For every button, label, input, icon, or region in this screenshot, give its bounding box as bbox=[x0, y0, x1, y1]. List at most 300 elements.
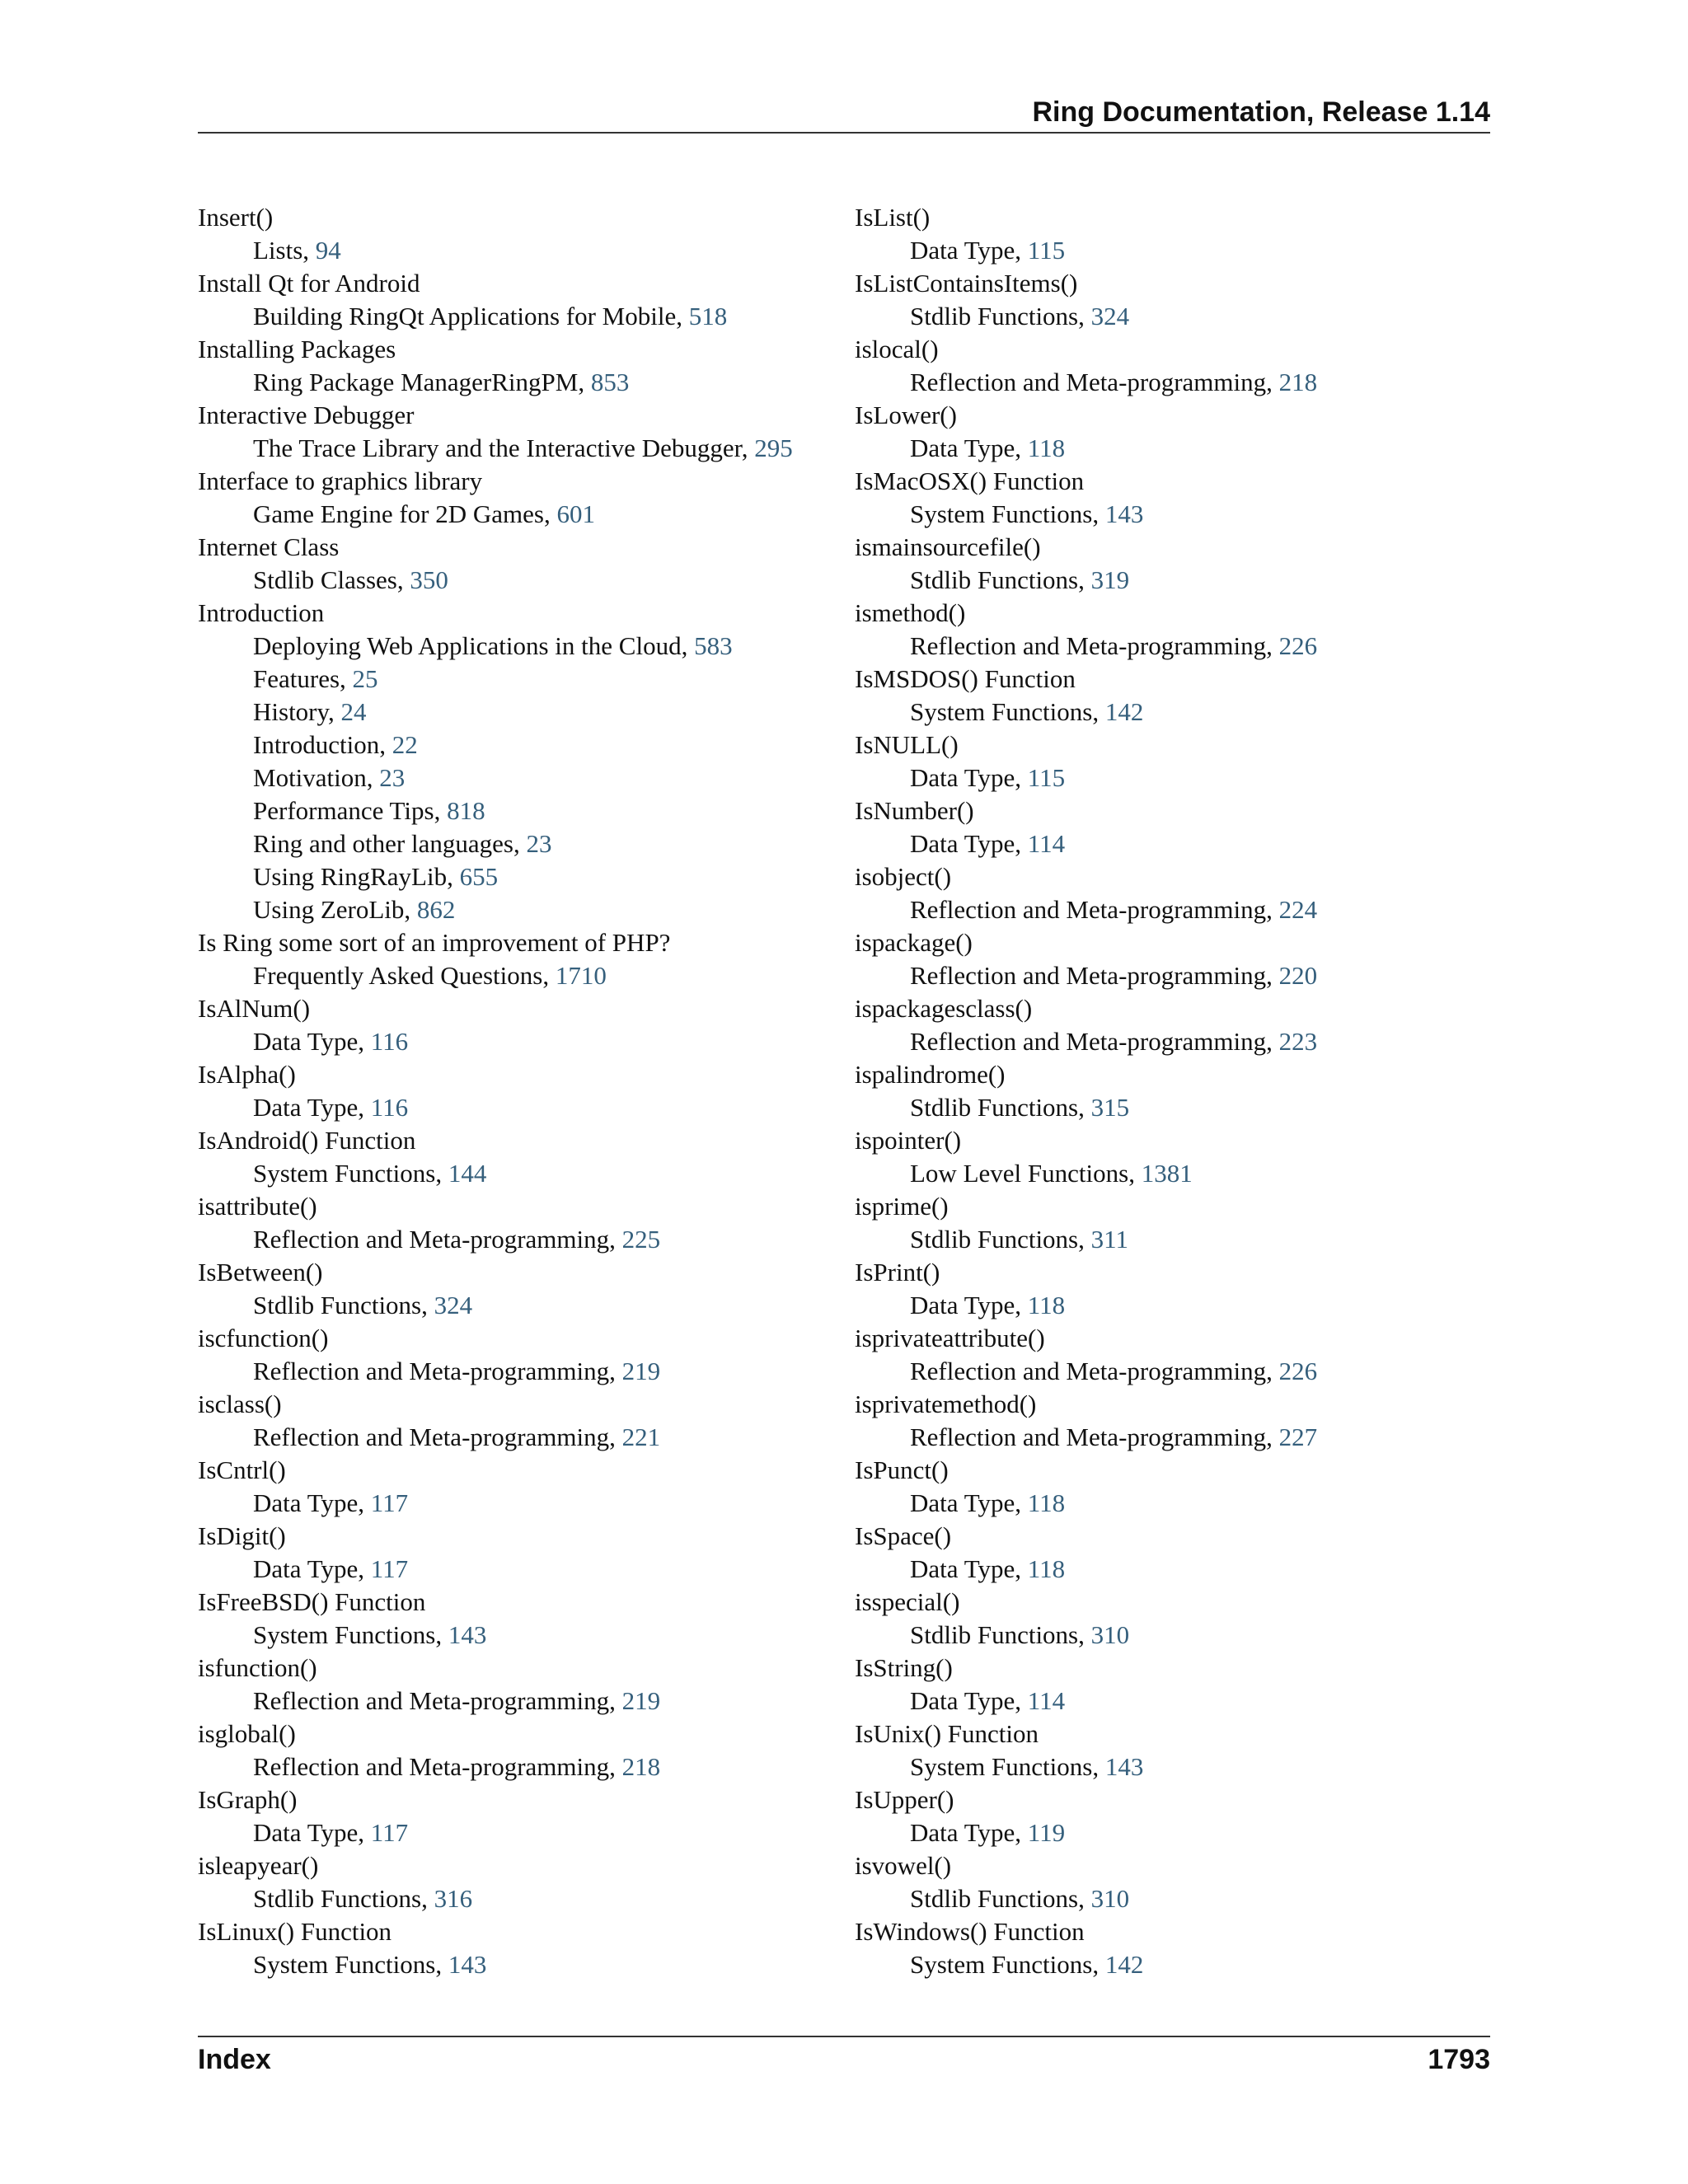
subentry-separator: , bbox=[379, 730, 392, 759]
index-entry bbox=[855, 1586, 1481, 1652]
index-subentry bbox=[198, 1025, 824, 1058]
page-number-link[interactable]: 310 bbox=[1090, 1620, 1130, 1649]
index-subentry bbox=[198, 564, 824, 597]
index-subentry bbox=[855, 762, 1481, 794]
page-number-link[interactable]: 117 bbox=[370, 1488, 409, 1517]
index-subentry bbox=[198, 1619, 824, 1652]
index-term: Is Ring some sort of an improvement of PHP? bbox=[198, 928, 671, 957]
index-term: Insert() bbox=[198, 203, 274, 232]
subentry-separator: , bbox=[676, 302, 689, 330]
index-subentry bbox=[198, 794, 824, 827]
index-entry bbox=[855, 465, 1481, 531]
page-number-link[interactable]: 143 bbox=[1104, 499, 1144, 528]
page-number-link[interactable]: 1710 bbox=[555, 961, 607, 990]
index-entry bbox=[855, 1652, 1481, 1718]
subentry-separator: , bbox=[1266, 368, 1279, 396]
subentry-label: Low Level Functions bbox=[910, 1159, 1129, 1188]
index-subentry bbox=[855, 696, 1481, 729]
index-subentry bbox=[855, 1685, 1481, 1718]
page-number-link[interactable]: 655 bbox=[459, 862, 499, 891]
index-term: isglobal() bbox=[198, 1719, 296, 1748]
index-subentry bbox=[855, 1157, 1481, 1190]
index-term: IsPunct() bbox=[855, 1455, 949, 1484]
subentry-label: Stdlib Functions bbox=[910, 1093, 1079, 1122]
subentry-separator: , bbox=[1092, 1752, 1105, 1781]
index-term: Install Qt for Android bbox=[198, 269, 420, 298]
index-entry bbox=[855, 1520, 1481, 1586]
index-term: IsUpper() bbox=[855, 1785, 954, 1814]
subentry-label: System Functions bbox=[910, 697, 1093, 726]
page-number-link[interactable]: 319 bbox=[1090, 565, 1130, 594]
page-number-link[interactable]: 116 bbox=[370, 1093, 409, 1122]
page-number-link[interactable]: 25 bbox=[352, 664, 378, 693]
page-number-link[interactable]: 219 bbox=[621, 1357, 661, 1385]
index-entry bbox=[198, 1652, 824, 1718]
subentry-separator: , bbox=[1015, 763, 1028, 792]
page-number-link[interactable]: 324 bbox=[434, 1291, 473, 1319]
subentry-separator: , bbox=[435, 1950, 448, 1979]
subentry-label: Deploying Web Applications in the Cloud bbox=[253, 631, 682, 660]
page-number-link[interactable]: 1381 bbox=[1141, 1159, 1193, 1188]
index-term: IsLower() bbox=[855, 401, 957, 429]
index-subentry bbox=[198, 1157, 824, 1190]
subentry-label: Data Type bbox=[253, 1027, 359, 1056]
index-term: Internet Class bbox=[198, 532, 340, 561]
subentry-label: Using RingRayLib bbox=[253, 862, 448, 891]
subentry-separator: , bbox=[340, 664, 353, 693]
index-term: IsAndroid() Function bbox=[198, 1126, 416, 1155]
index-term: IsNumber() bbox=[855, 796, 974, 825]
index-entry bbox=[198, 926, 824, 992]
index-subentry bbox=[198, 366, 824, 399]
index-term: isprime() bbox=[855, 1192, 949, 1221]
index-term: IsAlpha() bbox=[198, 1060, 296, 1089]
page-number-link[interactable]: 218 bbox=[621, 1752, 661, 1781]
subentry-separator: , bbox=[1015, 236, 1028, 265]
subentry-separator: , bbox=[1266, 631, 1279, 660]
index-term: IsDigit() bbox=[198, 1521, 286, 1550]
subentry-separator: , bbox=[421, 1291, 434, 1319]
index-term: IsUnix() Function bbox=[855, 1719, 1039, 1748]
subentry-separator: , bbox=[741, 434, 755, 462]
index-term: IsMSDOS() Function bbox=[855, 664, 1076, 693]
subentry-label: Reflection and Meta-programming bbox=[910, 895, 1267, 924]
index-term: IsListContainsItems() bbox=[855, 269, 1078, 298]
page-number-link[interactable]: 316 bbox=[434, 1884, 473, 1913]
index-entry bbox=[198, 267, 824, 333]
index-subentry bbox=[855, 300, 1481, 333]
index-subentry bbox=[198, 1487, 824, 1520]
index-entry bbox=[198, 1256, 824, 1322]
index-entry bbox=[198, 1124, 824, 1190]
subentry-separator: , bbox=[358, 1818, 371, 1847]
subentry-label: Reflection and Meta-programming bbox=[253, 1422, 610, 1451]
page-number-link[interactable]: 218 bbox=[1278, 368, 1318, 396]
index-term: isfunction() bbox=[198, 1653, 317, 1682]
index-subentry bbox=[855, 432, 1481, 465]
subentry-separator: , bbox=[366, 763, 380, 792]
index-subentry bbox=[198, 498, 824, 531]
index-subentry bbox=[198, 1685, 824, 1718]
page-number-link[interactable]: 23 bbox=[526, 829, 552, 858]
subentry-separator: , bbox=[1092, 1950, 1105, 1979]
page-number-link[interactable]: 114 bbox=[1027, 1686, 1066, 1715]
subentry-label: System Functions bbox=[253, 1950, 436, 1979]
subentry-label: Data Type bbox=[910, 236, 1015, 265]
page-number-link[interactable]: 143 bbox=[448, 1620, 487, 1649]
index-entry bbox=[198, 1849, 824, 1915]
page-number-link[interactable]: 24 bbox=[340, 697, 367, 726]
subentry-separator: , bbox=[434, 796, 448, 825]
subentry-separator: , bbox=[421, 1884, 434, 1913]
subentry-label: System Functions bbox=[253, 1620, 436, 1649]
subentry-separator: , bbox=[1266, 961, 1279, 990]
page-number-link[interactable]: 324 bbox=[1090, 302, 1130, 330]
page-number-link[interactable]: 143 bbox=[1104, 1752, 1144, 1781]
index-entry bbox=[855, 1388, 1481, 1454]
subentry-label: Lists bbox=[253, 236, 303, 265]
index-subentry bbox=[198, 1553, 824, 1586]
index-term: IsNULL() bbox=[855, 730, 959, 759]
index-entry bbox=[855, 860, 1481, 926]
page-number-link[interactable]: 115 bbox=[1027, 763, 1066, 792]
page-number-link[interactable]: 142 bbox=[1104, 1950, 1144, 1979]
page-number-link[interactable]: 226 bbox=[1278, 1357, 1318, 1385]
subentry-label: Stdlib Functions bbox=[910, 1620, 1079, 1649]
index-subentry bbox=[198, 630, 824, 663]
index-term: islocal() bbox=[855, 335, 939, 363]
index-subentry bbox=[198, 762, 824, 794]
index-subentry bbox=[198, 959, 824, 992]
subentry-separator: , bbox=[681, 631, 695, 660]
index-term: Interactive Debugger bbox=[198, 401, 415, 429]
page-number-link[interactable]: 223 bbox=[1278, 1027, 1318, 1056]
subentry-label: Reflection and Meta-programming bbox=[910, 631, 1267, 660]
subentry-separator: , bbox=[447, 862, 460, 891]
page-number-link[interactable]: 219 bbox=[621, 1686, 661, 1715]
index-column-left bbox=[198, 201, 824, 1981]
index-term: IsFreeBSD() Function bbox=[198, 1587, 426, 1616]
index-entry bbox=[198, 1388, 824, 1454]
index-entry bbox=[855, 333, 1481, 399]
subentry-separator: , bbox=[543, 499, 557, 528]
page-number-link[interactable]: 116 bbox=[370, 1027, 409, 1056]
subentry-separator: , bbox=[358, 1554, 371, 1583]
subentry-separator: , bbox=[1128, 1159, 1142, 1188]
index-term: ispackagesclass() bbox=[855, 994, 1033, 1023]
subentry-label: Reflection and Meta-programming bbox=[253, 1686, 610, 1715]
subentry-separator: , bbox=[358, 1093, 371, 1122]
index-term: iscfunction() bbox=[198, 1324, 329, 1352]
index-subentry bbox=[855, 366, 1481, 399]
index-entry bbox=[198, 201, 824, 267]
index-entry bbox=[198, 333, 824, 399]
subentry-label: Game Engine for 2D Games bbox=[253, 499, 544, 528]
page-number-link[interactable]: 315 bbox=[1090, 1093, 1130, 1122]
index-subentry bbox=[855, 630, 1481, 663]
index-subentry bbox=[855, 1355, 1481, 1388]
page-number-link[interactable]: 117 bbox=[370, 1818, 409, 1847]
index-term: isprivatemethod() bbox=[855, 1390, 1037, 1418]
page-number-link[interactable]: 119 bbox=[1027, 1818, 1066, 1847]
index-term: IsString() bbox=[855, 1653, 953, 1682]
index-term: IsBetween() bbox=[198, 1258, 323, 1286]
page-number-link[interactable]: 311 bbox=[1090, 1225, 1128, 1254]
page-number-link[interactable]: 226 bbox=[1278, 631, 1318, 660]
index-subentry bbox=[855, 234, 1481, 267]
index-term: Introduction bbox=[198, 598, 325, 627]
subentry-separator: , bbox=[435, 1620, 448, 1649]
index-subentry bbox=[198, 300, 824, 333]
index-entry bbox=[855, 663, 1481, 729]
page-number-link[interactable]: 818 bbox=[447, 796, 485, 825]
index-term: IsPrint() bbox=[855, 1258, 940, 1286]
subentry-label: Frequently Asked Questions bbox=[253, 961, 543, 990]
index-subentry bbox=[855, 1816, 1481, 1849]
page-number-link[interactable]: 601 bbox=[556, 499, 595, 528]
subentry-separator: , bbox=[609, 1422, 622, 1451]
subentry-label: Ring Package ManagerRingPM bbox=[253, 368, 579, 396]
index-subentry bbox=[855, 1091, 1481, 1124]
page-number-link[interactable]: 118 bbox=[1027, 1291, 1066, 1319]
index-entry bbox=[198, 1915, 824, 1981]
index-term: Interface to graphics library bbox=[198, 466, 483, 495]
index-subentry bbox=[198, 1091, 824, 1124]
subentry-separator: , bbox=[1078, 1620, 1091, 1649]
index-entry bbox=[198, 1586, 824, 1652]
index-subentry bbox=[855, 1025, 1481, 1058]
index-subentry bbox=[855, 1882, 1481, 1915]
subentry-separator: , bbox=[358, 1488, 371, 1517]
subentry-separator: , bbox=[404, 895, 417, 924]
index-term: ispointer() bbox=[855, 1126, 962, 1155]
subentry-separator: , bbox=[302, 236, 316, 265]
page-number-link[interactable]: 224 bbox=[1278, 895, 1318, 924]
index-term: IsList() bbox=[855, 203, 931, 232]
subentry-label: Reflection and Meta-programming bbox=[910, 1422, 1267, 1451]
subentry-label: Reflection and Meta-programming bbox=[910, 1027, 1267, 1056]
index-entry bbox=[198, 1783, 824, 1849]
index-entry bbox=[198, 597, 824, 926]
index-subentry bbox=[855, 1750, 1481, 1783]
index-entry bbox=[855, 926, 1481, 992]
index-term: isvowel() bbox=[855, 1851, 952, 1880]
subentry-label: System Functions bbox=[910, 499, 1093, 528]
index-entry bbox=[855, 729, 1481, 794]
subentry-label: Reflection and Meta-programming bbox=[253, 1225, 610, 1254]
document-title: Ring Documentation, Release 1.14 bbox=[1032, 96, 1490, 128]
index-entry bbox=[855, 1849, 1481, 1915]
subentry-label: Data Type bbox=[910, 1818, 1015, 1847]
subentry-separator: , bbox=[609, 1357, 622, 1385]
footer-section-name: Index bbox=[198, 2044, 271, 2075]
index-entry bbox=[855, 1256, 1481, 1322]
index-term: ispalindrome() bbox=[855, 1060, 1006, 1089]
page-header bbox=[198, 92, 1490, 134]
index-subentry bbox=[198, 1355, 824, 1388]
page-number-link[interactable]: 295 bbox=[754, 434, 793, 462]
page-number-link[interactable]: 115 bbox=[1027, 236, 1066, 265]
subentry-separator: , bbox=[1266, 895, 1279, 924]
subentry-separator: , bbox=[1015, 1554, 1028, 1583]
index-entry bbox=[855, 1190, 1481, 1256]
page-number-link[interactable]: 350 bbox=[410, 565, 448, 594]
index-entry bbox=[855, 1783, 1481, 1849]
index-subentry bbox=[855, 1619, 1481, 1652]
subentry-label: Introduction bbox=[253, 730, 380, 759]
page-number-link[interactable]: 853 bbox=[590, 368, 630, 396]
subentry-separator: , bbox=[542, 961, 556, 990]
page-number-link[interactable]: 862 bbox=[416, 895, 456, 924]
index-term: IsSpace() bbox=[855, 1521, 952, 1550]
subentry-label: Data Type bbox=[910, 1554, 1015, 1583]
subentry-label: Reflection and Meta-programming bbox=[910, 1357, 1267, 1385]
index-subentry bbox=[855, 1223, 1481, 1256]
subentry-label: Stdlib Functions bbox=[253, 1291, 422, 1319]
page-number-link[interactable]: 518 bbox=[688, 302, 728, 330]
index-subentry bbox=[198, 827, 824, 860]
index-subentry bbox=[198, 1223, 824, 1256]
subentry-separator: , bbox=[1266, 1027, 1279, 1056]
subentry-separator: , bbox=[609, 1225, 622, 1254]
subentry-label: Reflection and Meta-programming bbox=[910, 368, 1267, 396]
subentry-label: Stdlib Functions bbox=[910, 302, 1079, 330]
index-subentry bbox=[855, 1289, 1481, 1322]
subentry-label: Data Type bbox=[910, 1686, 1015, 1715]
page-number-link[interactable]: 227 bbox=[1278, 1422, 1318, 1451]
subentry-label: Reflection and Meta-programming bbox=[910, 961, 1267, 990]
subentry-separator: , bbox=[1078, 1884, 1091, 1913]
index-subentry bbox=[198, 1289, 824, 1322]
subentry-separator: , bbox=[1015, 434, 1028, 462]
index-entry bbox=[855, 201, 1481, 267]
index-subentry bbox=[198, 1948, 824, 1981]
subentry-separator: , bbox=[1015, 829, 1028, 858]
subentry-label: Using ZeroLib bbox=[253, 895, 405, 924]
subentry-label: Data Type bbox=[910, 829, 1015, 858]
page-number-link[interactable]: 23 bbox=[379, 763, 406, 792]
index-entry bbox=[198, 992, 824, 1058]
subentry-label: Data Type bbox=[910, 763, 1015, 792]
page-number-link[interactable]: 94 bbox=[315, 236, 341, 265]
subentry-separator: , bbox=[1092, 499, 1105, 528]
index-entry bbox=[855, 531, 1481, 597]
subentry-label: Data Type bbox=[910, 1488, 1015, 1517]
page-footer bbox=[198, 2036, 1490, 2087]
subentry-separator: , bbox=[1078, 1093, 1091, 1122]
index-subentry bbox=[198, 729, 824, 762]
subentry-separator: , bbox=[1078, 1225, 1091, 1254]
subentry-separator: , bbox=[1015, 1686, 1028, 1715]
subentry-separator: , bbox=[358, 1027, 371, 1056]
index-subentry bbox=[198, 1882, 824, 1915]
subentry-label: Motivation bbox=[253, 763, 367, 792]
subentry-separator: , bbox=[328, 697, 341, 726]
page-number-link[interactable]: 117 bbox=[370, 1554, 409, 1583]
subentry-label: Stdlib Classes bbox=[253, 565, 397, 594]
page-number-link[interactable]: 144 bbox=[448, 1159, 487, 1188]
subentry-label: Data Type bbox=[253, 1488, 359, 1517]
page-number-link[interactable]: 118 bbox=[1027, 1488, 1066, 1517]
subentry-label: Reflection and Meta-programming bbox=[253, 1357, 610, 1385]
index-subentry bbox=[198, 432, 824, 465]
index-entry bbox=[198, 1454, 824, 1520]
index-entry bbox=[198, 1190, 824, 1256]
index-subentry bbox=[198, 1421, 824, 1454]
page-number: 1793 bbox=[1428, 2044, 1490, 2075]
subentry-label: The Trace Library and the Interactive Debugger bbox=[253, 434, 742, 462]
index-term: isprivateattribute() bbox=[855, 1324, 1045, 1352]
index-subentry bbox=[855, 827, 1481, 860]
index-entry bbox=[198, 1058, 824, 1124]
subentry-label: Stdlib Functions bbox=[910, 565, 1079, 594]
index-subentry bbox=[198, 696, 824, 729]
subentry-separator: , bbox=[435, 1159, 448, 1188]
index-subentry bbox=[855, 564, 1481, 597]
index-entry bbox=[198, 1322, 824, 1388]
subentry-separator: , bbox=[578, 368, 591, 396]
subentry-label: Reflection and Meta-programming bbox=[253, 1752, 610, 1781]
index-term: isspecial() bbox=[855, 1587, 960, 1616]
subentry-label: Data Type bbox=[910, 1291, 1015, 1319]
index-entry bbox=[198, 531, 824, 597]
subentry-label: Data Type bbox=[253, 1554, 359, 1583]
index-entry bbox=[198, 465, 824, 531]
index-term: ispackage() bbox=[855, 928, 973, 957]
index-entry bbox=[855, 1454, 1481, 1520]
index-term: IsWindows() Function bbox=[855, 1917, 1085, 1946]
subentry-label: System Functions bbox=[910, 1752, 1093, 1781]
index-subentry bbox=[198, 1750, 824, 1783]
subentry-label: Data Type bbox=[910, 434, 1015, 462]
subentry-label: Performance Tips bbox=[253, 796, 434, 825]
subentry-separator: , bbox=[1078, 302, 1091, 330]
page-number-link[interactable]: 221 bbox=[621, 1422, 661, 1451]
index-term: isclass() bbox=[198, 1390, 282, 1418]
index-term: ismethod() bbox=[855, 598, 966, 627]
index-subentry bbox=[198, 860, 824, 893]
page-number-link[interactable]: 114 bbox=[1027, 829, 1066, 858]
subentry-label: Ring and other languages bbox=[253, 829, 513, 858]
index-subentry bbox=[855, 1421, 1481, 1454]
page-number-link[interactable]: 142 bbox=[1104, 697, 1144, 726]
subentry-separator: , bbox=[513, 829, 527, 858]
index-term: IsMacOSX() Function bbox=[855, 466, 1085, 495]
subentry-separator: , bbox=[1015, 1818, 1028, 1847]
index-term: IsCntrl() bbox=[198, 1455, 286, 1484]
page-number-link[interactable]: 225 bbox=[621, 1225, 661, 1254]
index-subentry bbox=[198, 893, 824, 926]
index-subentry bbox=[198, 1816, 824, 1849]
index-term: isattribute() bbox=[198, 1192, 317, 1221]
page-number-link[interactable]: 310 bbox=[1090, 1884, 1130, 1913]
subentry-label: Data Type bbox=[253, 1818, 359, 1847]
page-number-link[interactable]: 118 bbox=[1027, 1554, 1066, 1583]
page-number-link[interactable]: 143 bbox=[448, 1950, 487, 1979]
index-entry bbox=[855, 597, 1481, 663]
index-term: IsGraph() bbox=[198, 1785, 298, 1814]
index-term: IsAlNum() bbox=[198, 994, 311, 1023]
subentry-label: Data Type bbox=[253, 1093, 359, 1122]
page-number-link[interactable]: 22 bbox=[392, 730, 418, 759]
page-number-link[interactable]: 118 bbox=[1027, 434, 1066, 462]
index-entry bbox=[855, 794, 1481, 860]
page-number-link[interactable]: 220 bbox=[1278, 961, 1318, 990]
page-number-link[interactable]: 583 bbox=[694, 631, 733, 660]
index-entry bbox=[855, 1124, 1481, 1190]
index-entry bbox=[855, 1322, 1481, 1388]
subentry-label: System Functions bbox=[253, 1159, 436, 1188]
